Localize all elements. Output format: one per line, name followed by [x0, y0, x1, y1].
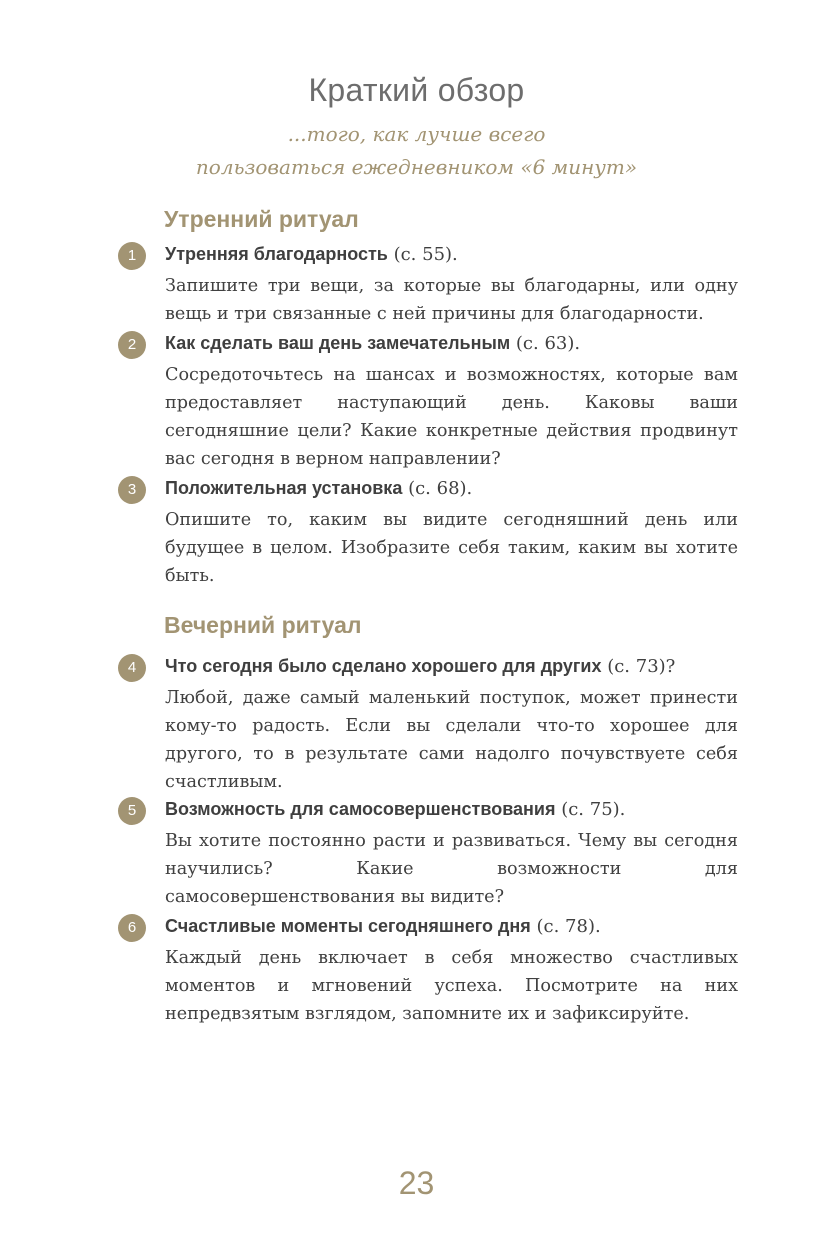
item-page-ref: (с. 78). [530, 916, 601, 937]
item-title-text: Что сегодня было сделано хорошего для других [165, 656, 602, 676]
item-title-text: Счастливые моменты сегодняшнего дня [165, 916, 531, 936]
item-page-ref: (с. 63). [510, 333, 581, 354]
item-description: Запишите три вещи, за которые вы благодарны, или одну вещь и три связанные с ней причины для благодарности. [165, 276, 738, 324]
item-description: Сосредоточьтесь на шансах и возможностях, которые вам предоставляет наступающий день. Каковы ваши сегодняшние цели? Какие конкретные действия продвинут вас сегодня в верном направлении? [165, 365, 738, 469]
item-page-ref: (с. 55). [387, 244, 458, 265]
item-title-text: Как сделать ваш день замечательным [165, 333, 511, 353]
item-description: Вы хотите постоянно расти и развиваться. Чему вы сегодня научились? Какие возможности для самосовершенствования вы видите? [165, 831, 738, 907]
item-page-ref: (с. 75). [555, 799, 626, 820]
item-title [165, 244, 458, 265]
page-title: Краткий обзор [308, 72, 525, 108]
page-subtitle [0, 118, 833, 184]
item-title-text: Утренняя благодарность [165, 244, 388, 264]
item-page-ref: (с. 68). [402, 478, 473, 499]
item-title [165, 916, 601, 937]
item-title [165, 478, 472, 499]
number-badge: 2 [118, 331, 146, 359]
number-badge: 5 [118, 797, 146, 825]
page-number: 23 [398, 1165, 435, 1201]
item-title-text: Возможность для самосовершенствования [165, 799, 556, 819]
item-title-text: Положительная установка [165, 478, 403, 498]
item-title [165, 656, 675, 677]
morning-heading: Утренний ритуал [164, 206, 359, 232]
item-description: Любой, даже самый маленький поступок, может принести кому-то радость. Если вы сделали что-то хорошее для другого, то в результате сами надолго почувствуете себя счастливым. [165, 688, 738, 792]
number-badge: 3 [118, 476, 146, 504]
item-description: Каждый день включает в себя множество счастливых моментов и мгновений успеха. Посмотрите на них непредвзятым взглядом, запомните их и зафиксируйте. [165, 948, 738, 1024]
number-badge: 1 [118, 242, 146, 270]
subtitle-line-2: пользоваться ежедневником «6 минут» [195, 155, 638, 179]
number-badge: 6 [118, 914, 146, 942]
item-page-ref: (с. 73)? [601, 656, 676, 677]
item-description: Опишите то, каким вы видите сегодняшний день или будущее в целом. Изобразите себя таким, каким вы хотите быть. [165, 510, 738, 586]
number-badge: 4 [118, 654, 146, 682]
evening-heading: Вечерний ритуал [164, 612, 362, 638]
subtitle-line-1: ...того, как лучше всего [287, 122, 546, 146]
item-title [165, 333, 580, 354]
item-title [165, 799, 625, 820]
